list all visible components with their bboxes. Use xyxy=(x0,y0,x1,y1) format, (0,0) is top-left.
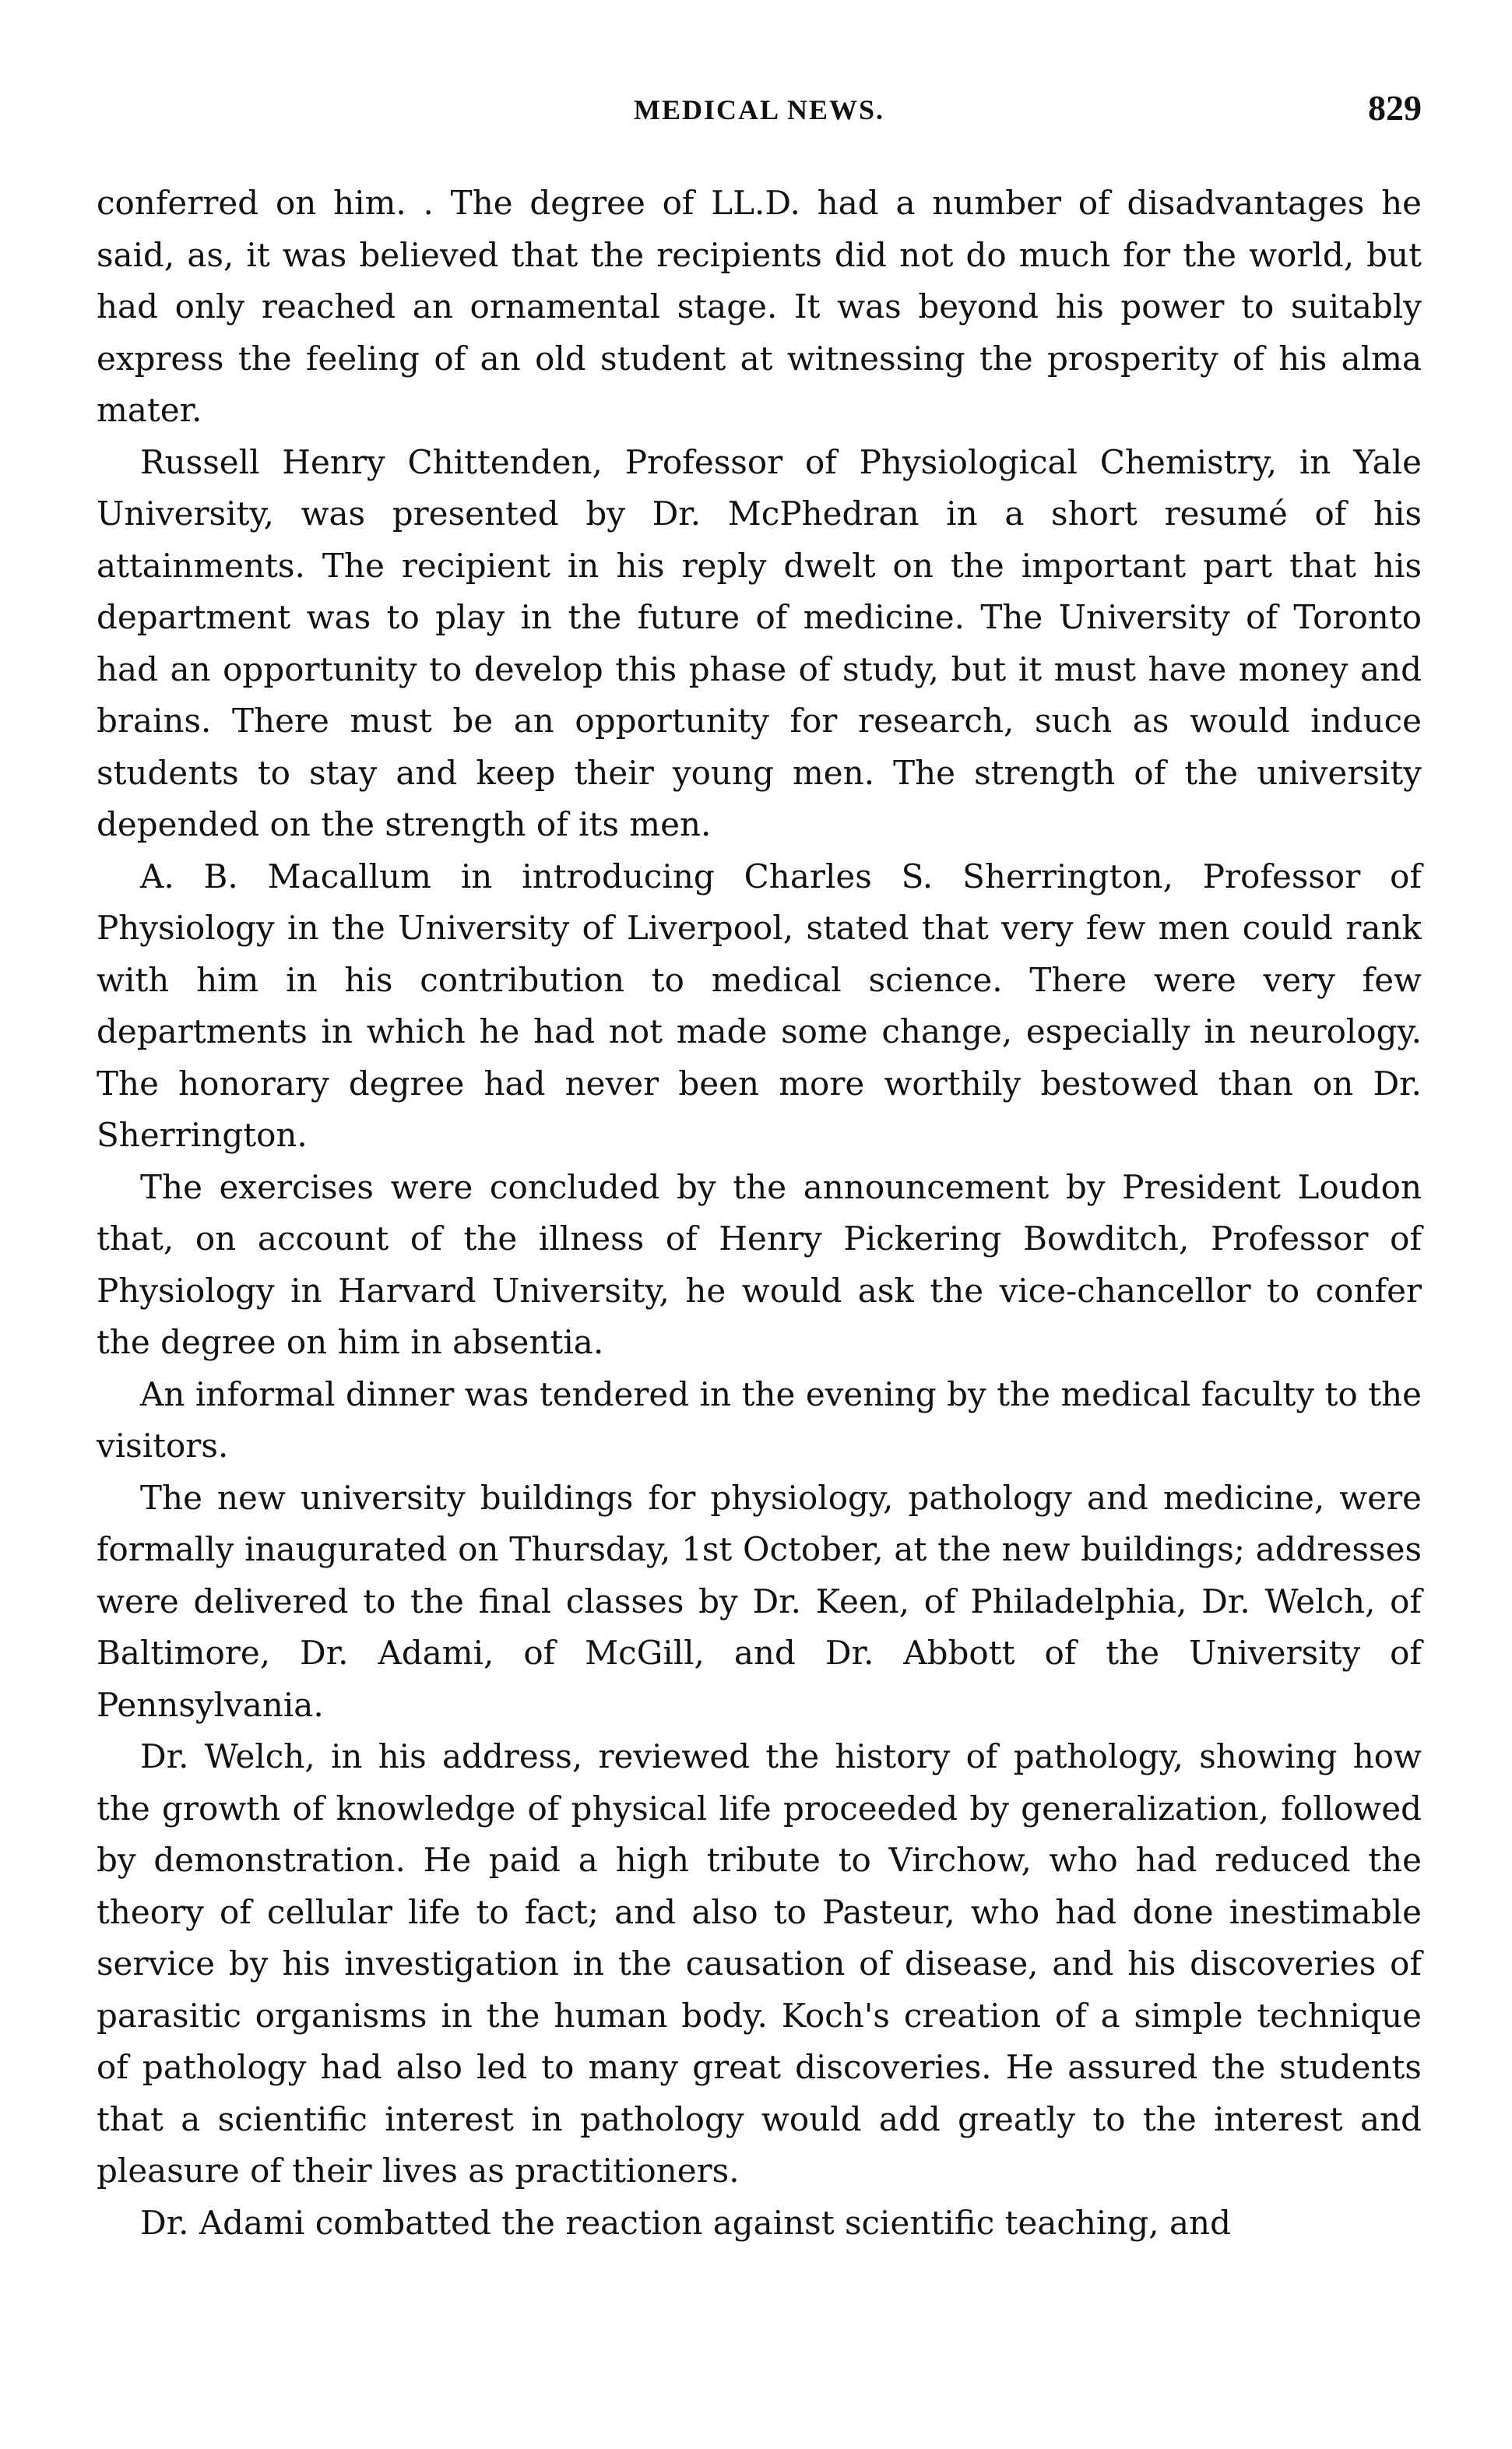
running-title: MEDICAL NEWS. xyxy=(633,94,885,125)
paragraph-sherrington: A. B. Macallum in introducing Charles S. Sherrington, Professor of Physiology in the University of Liverpool, stated that very few men could rank with him in his contribution to medical science. There were very few departments in which he had not made some change, especially in neurology. The honorary degree had never been more worthily bestowed than on Dr. Sherrington. xyxy=(97,857,1422,1154)
paragraph-welch-address: Dr. Welch, in his address, reviewed the history of pathology, showing how the growth of knowledge of physical life proceeded by generalization, followed by demonstration. He paid a high tribute to Virchow, who had reduced the theory of cellular life to fact; and also to Pasteur, who had done inestimable service by his investigation in the causation of disease, and his discoveries of parasitic organisms in the human body. Koch's creation of a simple technique of pathology had also led to many great discoveries. He assured the students that a scientific interest in pathology would add greatly to the interest and pleasure of their lives as practitioners. xyxy=(97,1737,1422,2190)
body-text xyxy=(97,178,1422,2249)
paragraph-informal-dinner: An informal dinner was tendered in the evening by the medical faculty to the visitors. xyxy=(97,1374,1422,1465)
page-number: 829 xyxy=(1368,88,1422,128)
paragraph-adami: Dr. Adami combatted the reaction against scientific teaching, and xyxy=(140,2203,1231,2242)
paragraph-chittenden: Russell Henry Chittenden, Professor of Physiological Chemistry, in Yale University, was presented by Dr. McPhedran in a short resumé of his attainments. The recipient in his reply dwelt on the important part that his department was to play in the future of medicine. The University of Toronto had an opportunity to develop this phase of study, but it must have money and brains. There must be an opportunity for research, such as would induce students to stay and keep their young men. The strength of the university depended on the strength of its men. xyxy=(97,442,1422,843)
paragraph-exercises-concluded: The exercises were concluded by the announcement by President Loudon that, on account of the illness of Henry Pickering Bowditch, Professor of Physiology in Harvard University, he would ask the vice-chancellor to confer the degree on him in absentia. xyxy=(97,1167,1422,1361)
paragraph-new-buildings: The new university buildings for physiology, pathology and medicine, were formally inaugurated on Thursday, 1st October, at the new buildings; addresses were delivered to the final classes by Dr. Keen, of Philadelphia, Dr. Welch, of Baltimore, Dr. Adami, of McGill, and Dr. Abbott of the University of Pennsylvania. xyxy=(97,1478,1422,1724)
running-header xyxy=(97,78,1422,132)
paragraph-continuation: conferred on him. . The degree of LL.D. had a number of disadvantages he said, as, it was believed that the recipients did not do much for the world, but had only reached an ornamental stage. It was beyond his power to suitably express the feeling of an old student at witnessing the prosperity of his alma mater. xyxy=(97,184,1422,429)
